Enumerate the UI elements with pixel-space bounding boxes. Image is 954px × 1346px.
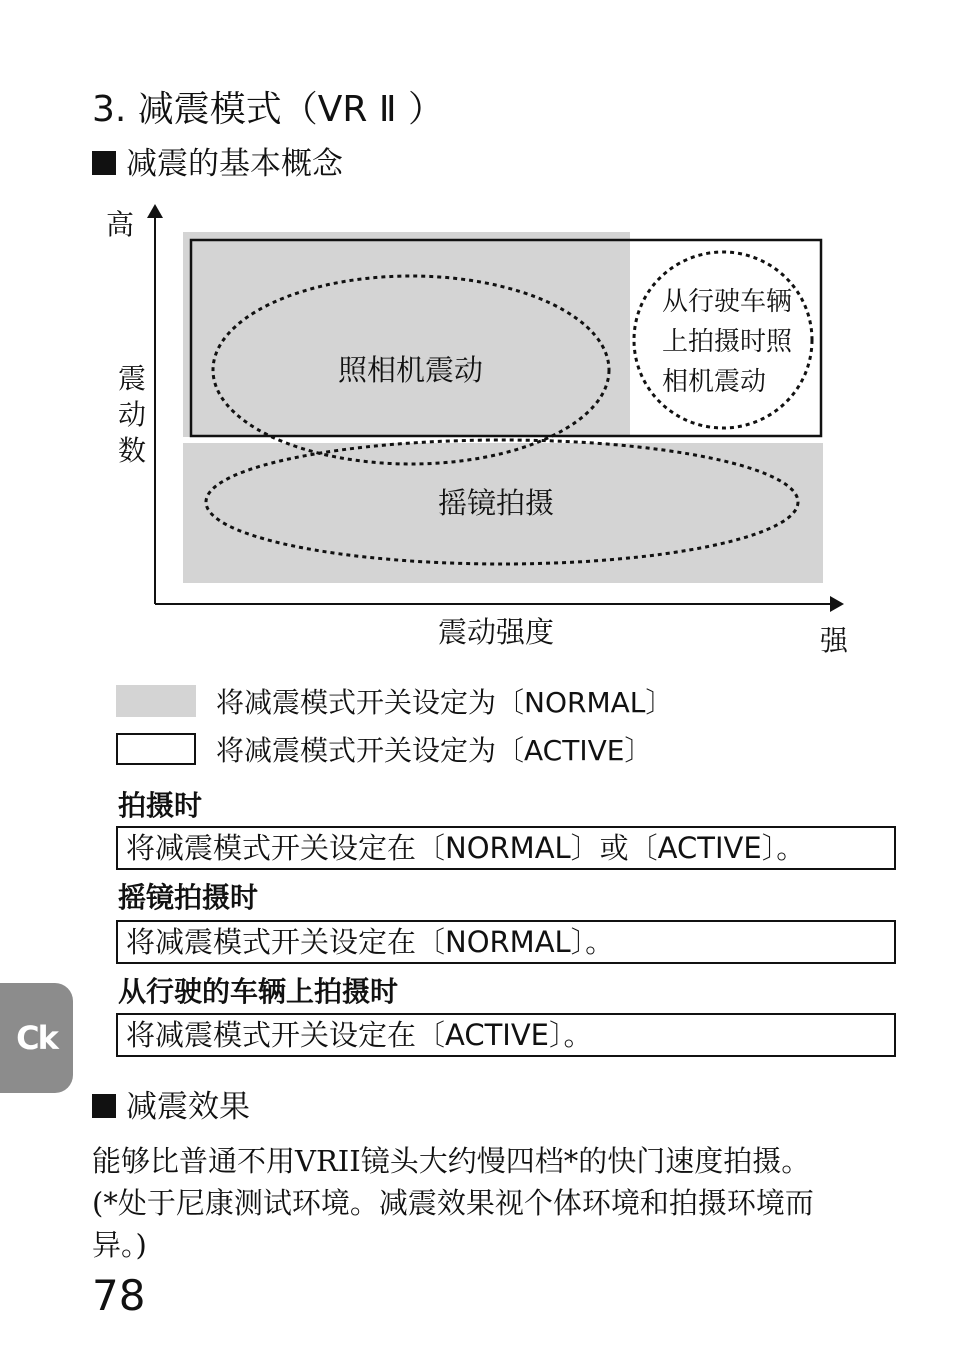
section-title-vr-effect [92,1087,250,1127]
vehicle-shake-label-1: 从行驶车辆 [662,287,793,317]
legend-normal [116,683,673,719]
rule-box-normal-shooting: 将减震模式开关设定在〔NORMAL〕或〔ACTIVE〕。 [116,826,896,870]
y-axis-arrow-icon [147,204,163,218]
page-number: 78 [92,1271,146,1320]
rule-label-normal-shooting: 拍摄时 [118,789,203,822]
vehicle-shake-label-3: 相机震动 [662,367,767,397]
legend-normal-text: 将减震模式开关设定为〔NORMAL〕 [216,686,674,719]
x-axis-arrow-icon [830,596,844,612]
legend-active [116,731,652,767]
section-title-text: 减震的基本概念 [126,146,343,182]
vr-effect-paragraph [92,1140,912,1266]
language-side-tab: Ck [0,983,73,1093]
section-title-basic-concept [92,144,343,184]
legend-normal-swatch [116,685,196,717]
y-axis-label-1: 震 [118,362,147,395]
legend-active-swatch [116,733,196,765]
y-axis-label-2: 动 [118,398,147,431]
rule-box-vehicle: 将减震模式开关设定在〔ACTIVE〕。 [116,1013,896,1057]
paragraph-line: 能够比普通不用VRII镜头大约慢四档*的快门速度拍摄。 [92,1144,811,1178]
rule-box-panning: 将减震模式开关设定在〔NORMAL〕。 [116,920,896,964]
panning-label: 摇镜拍摄 [438,486,555,520]
y-axis-high-label: 高 [106,208,135,241]
square-bullet-icon [92,151,116,175]
rule-label-vehicle: 从行驶的车辆上拍摄时 [118,975,399,1008]
page-title: 3. 减震模式（VR Ⅱ ） [92,89,445,130]
paragraph-line: (*处于尼康测试环境。减震效果视个体环境和拍摄环境而 [92,1186,814,1220]
normal-area-top [183,232,630,437]
rule-label-panning: 摇镜拍摄时 [118,881,259,914]
x-axis-strong-label: 强 [820,624,849,657]
legend-active-text: 将减震模式开关设定为〔ACTIVE〕 [216,734,653,767]
y-axis-label-3: 数 [118,434,147,467]
camera-shake-label: 照相机震动 [338,353,484,387]
paragraph-line: 异。) [92,1228,147,1262]
vehicle-shake-label-2: 上拍摄时照 [662,327,793,357]
section-title-text: 减震效果 [126,1089,250,1125]
square-bullet-icon [92,1094,116,1118]
vr-concept-diagram [0,190,954,670]
x-axis-label: 震动强度 [438,615,555,649]
